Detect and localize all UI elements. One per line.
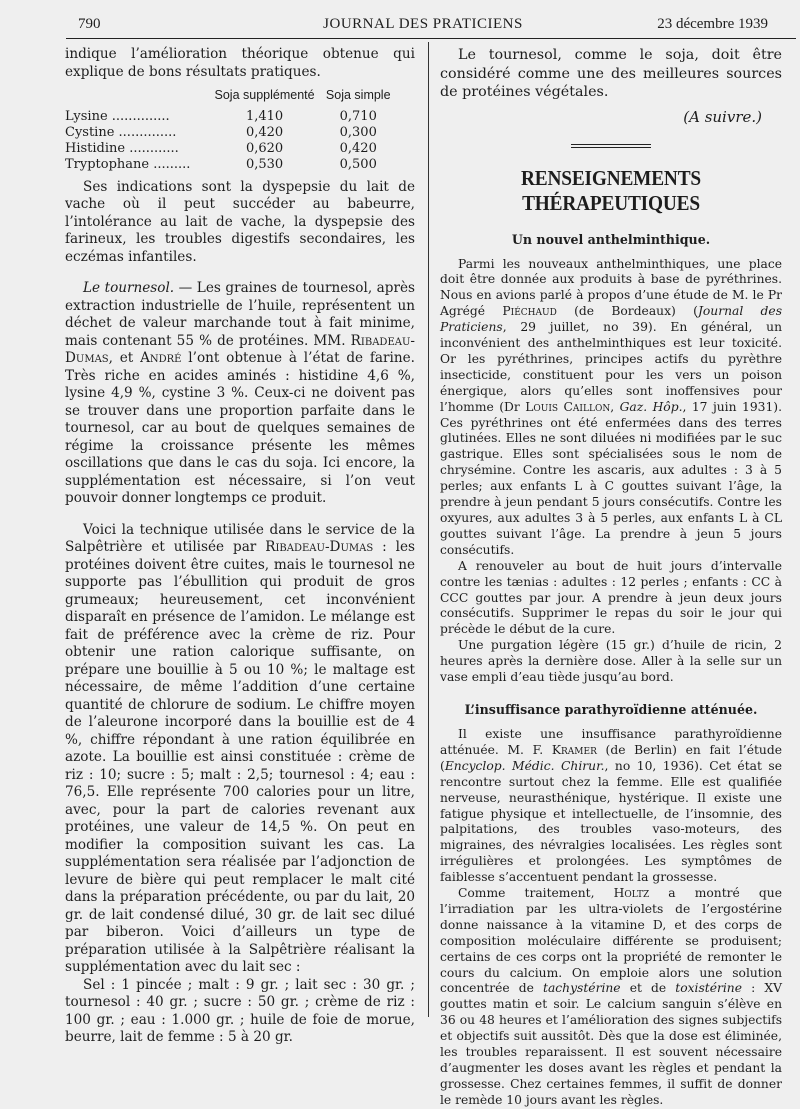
value-supplemented: 0,420 (245, 124, 284, 140)
value-supplemented: 0,620 (245, 140, 284, 156)
author-name: Holtz (613, 886, 650, 901)
article-paragraph: Parmi les nouveaux anthelminthiques, une place doit être donnée aux produits à base de pyréthrines. Nous en avions parlé à propos d’une étude de M. le Pr Agrégé Piéchaud (de Bordeaux) (Journal des Praticiens, 29 juillet, no 39). En général, un inconvénient des anthelminthiques est leur toxicité. Or les pyréthrines, principes actifs du pyrèthre insecticide, constituent pour les vers un poison énergique, alors qu’elles sont inoffensives pour l’homme (Dr Louis Caillon, Gaz. Hôp., 17 juin 1931). Ces pyréthrines ont été enfermées dans des terres glutinées. Elles ne sont diluées ni modifiées par le suc gastrique. Elles sont spécialisées sous le nom de chrysémine. Contre les ascaris, aux adultes : 3 à 5 perles; aux enfants L à C gouttes suivant l’âge, la prendre à jeun pendant 5 jours consécutifs. Contre les oxyures, aux adultes 3 à 5 perles, aux enfants L à CL gouttes suivant l’âge. La prendre à jeun 5 jours consécutifs. (440, 256, 783, 557)
anthelminthique-section (440, 257, 782, 686)
journal-reference: Gaz. Hôp. (619, 399, 683, 414)
value-supplemented: 0,530 (245, 156, 284, 172)
subheading-anthelminthique: Un nouvel anthelminthique. (511, 231, 711, 247)
author-name: Piéchaud (502, 304, 557, 319)
left-column (65, 46, 415, 1047)
table-row (65, 109, 395, 125)
header-rule (66, 38, 796, 39)
journal-reference: Journal des Praticiens (440, 304, 783, 335)
technique-paragraph: Voici la technique utilisée dans le service de la Salpêtrière et utilisée par Ribadeau-Dumas : les protéines doivent être cuites, mais le tournesol ne supporte pas l’ébullition qui produit de gros grumeaux; heureusement, cet inconvénient disparaît en présence de l’amidon. Le mélange est fait de préférence avec la crème de riz. Pour obtenir une ration calorique suffisante, on prépare une bouillie à 5 ou 10 %; le maltage est nécessaire, de même l’addition d’une certaine quantité de chlorure de sodium. Le chiffre moyen de l’aleurone incorporé dans la bouillie est de 4 %, chiffre répondant à une ration équilibrée en azote. La bouillie est ainsi constituée : crème de riz : 10; sucre : 5; malt : 2,5; tournesol : 4; eau : 76,5. Elle représente 700 calories pour un litre, avec, pour la part de calories revenant aux protéines, une valeur de 14,5 %. On peut en modifier la composition suivant les cas. La supplémentation sera réalisée par l’adjonction de levure de bière qui peut remplacer le malt cité dans la préparation précédente, ou par du lait, 20 gr. de lait condensé dilué, 30 gr. de lait sec dilué par biberon. Voici d’ailleurs un type de préparation utilisée à la Salpêtrière réalisant la supplémentation avec du lait sec : (65, 521, 415, 975)
article-paragraph: Il existe une insuffisance parathyroïdienne atténuée. M. F. Kramer (de Berlin) en fait l’étude (Encyclop. Médic. Chirur., no 10, 1936). Cet état se rencontre surtout chez la femme. Elle est qualifiée nerveuse, neurasthénique, hystérique. Il existe une fatigue physique et intellectuelle, de l’insomnie, des palpitations, des troubles vaso-moteurs, des migraines, des névralgies localisées. Les règles sont irrégulières et prolongées. Les symptômes de faiblesse s’accentuent pendant la grossesse. (440, 726, 783, 885)
author-name: Ribadeau-Dumas (65, 332, 415, 366)
table-row (65, 141, 395, 157)
column-header: Soja supplémenté (214, 88, 315, 102)
intro-paragraph: indique l’amélioration théorique obtenue qui explique de bons résultats pratiques. (65, 46, 415, 80)
table-row (65, 157, 395, 173)
article-paragraph: Comme traitement, Holtz a montré que l’irradiation par les ultra-violets de l’ergostérine donne naissance à la vitamine D, et des corps de composition moléculaire différente se produisent; certains de ces corps ont la propriété de remonter le cours du calcium. On emploie alors une solution concentrée de tachystérine et de toxistérine : XV gouttes matin et soir. Le calcium sanguin s’élève en 36 ou 48 heures et l’amélioration des signes subjectifs et objectifs suit aussitôt. Dès que la dose est éliminée, les troubles reparaissent. Il est souvent nécessaire d’augmenter les doses avant les règles et pendant la grossesse. Chez certaines femmes, il suffit de donner le remède 10 jours avant les règles. (440, 886, 782, 1107)
tournesol-heading: Le tournesol. (83, 280, 175, 296)
parathyroid-section (440, 727, 782, 1109)
table-row (65, 125, 395, 141)
indications-paragraph: Ses indications sont la dyspepsie du lait de vache où il peut succéder au babeurre, l’intolérance au lait de vache, la dyspepsie des farineux, les troubles digestifs secondaires, les eczémas infantiles. (65, 178, 415, 265)
table-header-row (65, 87, 395, 109)
drug-name: toxistérine (675, 981, 743, 996)
section-title: RENSEIGNEMENTS THÉRAPEUTIQUES (521, 165, 701, 215)
value-simple: 0,420 (339, 140, 377, 156)
subheading-parathyroid: L’insuffisance parathyroïdienne atténuée. (464, 701, 758, 717)
value-simple: 0,500 (339, 156, 377, 172)
right-column (440, 46, 782, 1109)
recipe-paragraph: Sel : 1 pincée ; malt : 9 gr. ; lait sec : 30 gr. ; tournesol : 40 gr. ; sucre : 50 gr. ; crème de riz : 100 gr. ; eau : 1.000 gr. ; huile de foie de morue, beurre, lait de femme : 5 à 20 gr. (65, 976, 415, 1045)
page-header (78, 12, 768, 38)
author-name: Ribadeau-Dumas (265, 539, 374, 555)
value-simple: 0,710 (339, 108, 377, 124)
value-supplemented: 1,410 (245, 108, 284, 124)
column-divider (428, 42, 429, 1017)
journal-title: JOURNAL DES PRATICIENS (323, 16, 523, 32)
page-number: 790 (78, 16, 101, 32)
issue-date: 23 décembre 1939 (657, 16, 768, 32)
author-name: André (140, 350, 182, 366)
author-name: Kramer (551, 742, 597, 757)
journal-reference: Encyclop. Médic. Chirur. (444, 758, 605, 773)
amino-acid-name: Tryptophane ......... (65, 156, 191, 172)
author-name: Louis Caillon (525, 399, 611, 414)
column-header: Soja simple (325, 88, 391, 102)
to-be-continued: (A suivre.) (683, 107, 762, 126)
value-simple: 0,300 (339, 124, 377, 140)
drug-name: tachystérine (543, 981, 621, 996)
conclusion-paragraph: Le tournesol, comme le soja, doit être considéré comme une des meilleures sources de protéines végétales. (440, 47, 782, 100)
amino-acid-name: Histidine ............ (65, 140, 179, 156)
section-separator (571, 144, 651, 148)
amino-acid-table (65, 87, 395, 173)
tournesol-paragraph: Le tournesol. — Les graines de tournesol, après extraction industrielle de l’huile, représentent un déchet de valeur marchande tout à fait minime, mais contenant 55 % de protéines. MM. Ribadeau-Dumas, et André l’ont obtenue à l’état de farine. Très riche en acides aminés : histidine 4,6 %, lysine 4,9 %, cystine 3 %. Ceux-ci ne doivent pas se trouver dans une proportion parfaite dans le tournesol, car au bout de quelques semaines de régime la croissance présente les mêmes oscillations que dans le cas du soja. Ici encore, la supplémentation est nécessaire, si l’on veut pouvoir donner longtemps ce produit. (65, 280, 415, 506)
amino-acid-name: Cystine .............. (65, 124, 177, 140)
article-paragraph: A renouveler au bout de huit jours d’intervalle contre les tænias : adultes : 12 perles ; enfants : CC à CCC gouttes par jour. A prendre à jeun deux jours consécutifs. Supprimer le repas du soir le jour qui précède le début de la cure. (440, 558, 782, 637)
article-paragraph: Une purgation légère (15 gr.) d’huile de ricin, 2 heures après la dernière dose. Aller à la selle sur un vase empli d’eau tiède jusqu’au bord. (440, 638, 782, 685)
amino-acid-name: Lysine .............. (65, 108, 170, 124)
